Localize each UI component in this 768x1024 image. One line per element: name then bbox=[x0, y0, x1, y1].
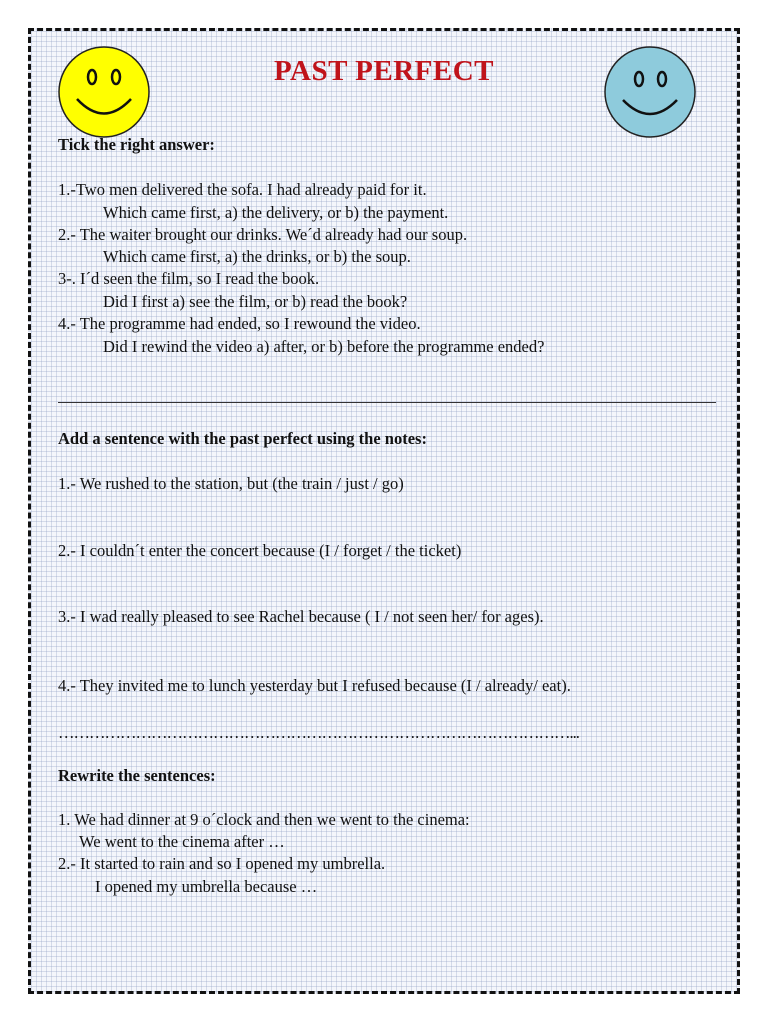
exercise3-prompt-1: We went to the cinema after … bbox=[79, 832, 285, 851]
worksheet-page bbox=[28, 28, 740, 994]
section-heading-rewrite: Rewrite the sentences: bbox=[58, 766, 216, 785]
blue-smiley-face-icon bbox=[602, 44, 698, 140]
section-heading-add-sentence: Add a sentence with the past perfect using the notes: bbox=[58, 429, 427, 448]
dotted-separator: ………………………………………………………………………………………... bbox=[58, 723, 579, 742]
exercise2-item-2: 2.- I couldn´t enter the concert because (I / forget / the ticket) bbox=[58, 541, 462, 560]
exercise3-item-1: 1. We had dinner at 9 o´clock and then we went to the cinema: bbox=[58, 810, 470, 829]
exercise1-item-3: 3-. I´d seen the film, so I read the book. bbox=[58, 269, 320, 288]
exercise3-prompt-2: I opened my umbrella because … bbox=[95, 877, 318, 896]
exercise1-item-2: 2.- The waiter brought our drinks. We´d already had our soup. bbox=[58, 225, 468, 244]
section-heading-tick: Tick the right answer: bbox=[58, 135, 215, 154]
exercise3-item-2: 2.- It started to rain and so I opened my umbrella. bbox=[58, 854, 386, 873]
exercise1-question-2: Which came first, a) the drinks, or b) the soup. bbox=[103, 247, 411, 266]
exercise1-item-1: 1.-Two men delivered the sofa. I had already paid for it. bbox=[58, 180, 427, 199]
page-title: PAST PERFECT bbox=[273, 55, 495, 87]
exercise1-question-4: Did I rewind the video a) after, or b) before the programme ended? bbox=[103, 337, 545, 356]
exercise1-item-4: 4.- The programme had ended, so I rewound the video. bbox=[58, 314, 421, 333]
section-divider bbox=[58, 402, 716, 403]
exercise2-item-3: 3.- I wad really pleased to see Rachel because ( I / not seen her/ for ages). bbox=[58, 607, 544, 626]
exercise2-item-1: 1.- We rushed to the station, but (the train / just / go) bbox=[58, 474, 404, 493]
exercise1-question-1: Which came first, a) the delivery, or b) the payment. bbox=[103, 203, 449, 222]
exercise1-question-3: Did I first a) see the film, or b) read the book? bbox=[103, 292, 408, 311]
exercise2-item-4: 4.- They invited me to lunch yesterday but I refused because (I / already/ eat). bbox=[58, 676, 571, 695]
